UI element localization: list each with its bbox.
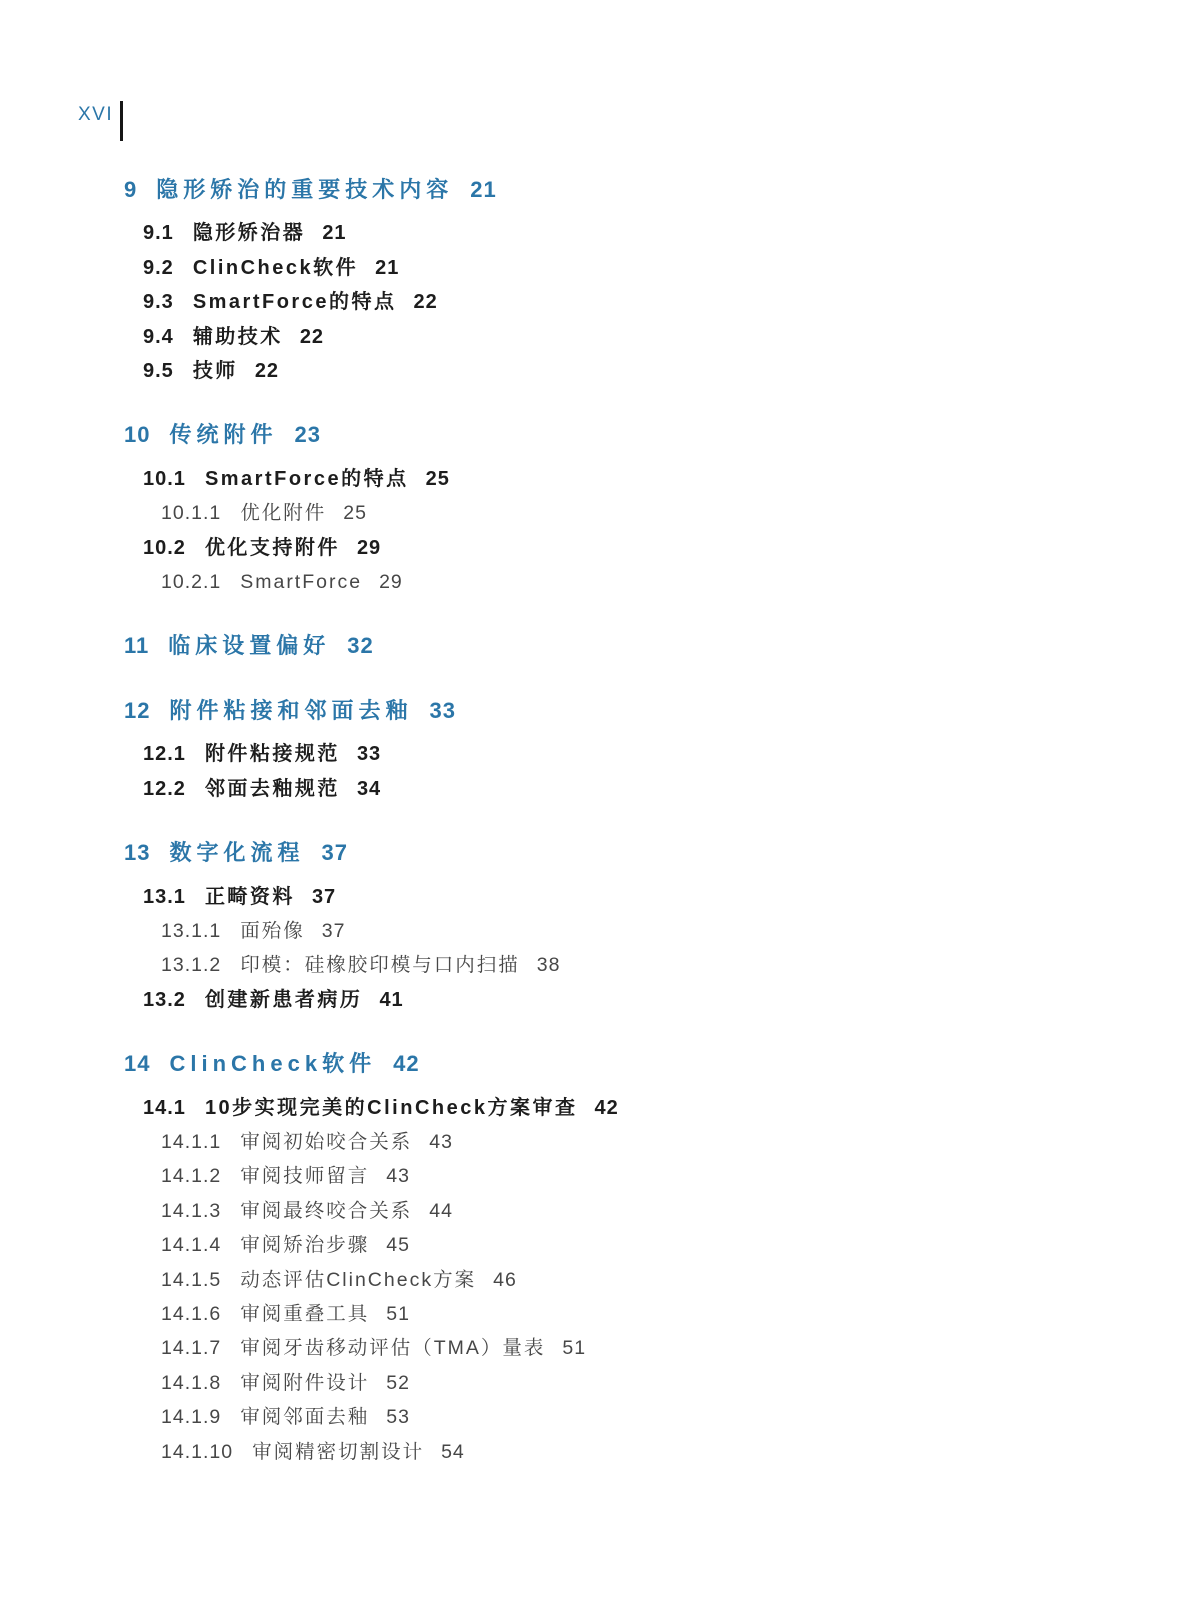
folio-divider-rule bbox=[120, 101, 123, 141]
toc-entry-chapter-13 bbox=[0, 836, 1187, 870]
entry-number: 14.1.1 bbox=[161, 1130, 222, 1153]
entry-page-number: 53 bbox=[386, 1406, 410, 1429]
entry-number: 13.1.2 bbox=[161, 954, 222, 977]
entry-title: 审阅邻面去釉 bbox=[240, 1406, 370, 1429]
page-header bbox=[78, 103, 123, 141]
entry-title: 附件粘接规范 bbox=[204, 743, 340, 766]
entry-title: 动态评估ClinCheck方案 bbox=[240, 1268, 477, 1291]
entry-page-number: 52 bbox=[386, 1371, 410, 1394]
entry-page-number: 25 bbox=[343, 502, 367, 525]
entry-page-number: 37 bbox=[311, 885, 337, 908]
toc-entry-12.2 bbox=[0, 772, 1187, 806]
toc-entry-chapter-9 bbox=[0, 173, 1187, 207]
entry-page-number: 21 bbox=[470, 177, 497, 202]
toc-section-chapter-12 bbox=[0, 694, 1187, 806]
entry-number: 13.1.1 bbox=[161, 919, 222, 942]
toc-entry-12.1 bbox=[0, 737, 1187, 771]
entry-page-number: 22 bbox=[299, 325, 325, 348]
entry-title: ClinCheck软件 bbox=[192, 256, 359, 279]
entry-number: 14.1.10 bbox=[161, 1440, 234, 1463]
entry-number: 14 bbox=[124, 1051, 151, 1077]
entry-number: 13.2 bbox=[143, 988, 186, 1011]
entry-page-number: 21 bbox=[375, 256, 400, 279]
entry-page-number: 23 bbox=[294, 422, 321, 448]
entry-title: 传统附件 bbox=[169, 422, 278, 448]
toc-entry-13.1.1 bbox=[0, 914, 1187, 948]
entry-page-number: 46 bbox=[493, 1268, 517, 1291]
entry-title: 审阅初始咬合关系 bbox=[240, 1130, 413, 1153]
entry-title: 临床设置偏好 bbox=[168, 633, 331, 659]
entry-title: 审阅牙齿移动评估（TMA）量表 bbox=[240, 1337, 546, 1360]
entry-number: 12 bbox=[124, 697, 151, 723]
entry-number: 12.1 bbox=[143, 743, 186, 766]
entry-title: 审阅技师留言 bbox=[240, 1165, 370, 1188]
entry-title: 隐形矫治的重要技术内容 bbox=[156, 177, 454, 202]
entry-number: 14.1.6 bbox=[161, 1302, 222, 1325]
toc-entry-14.1.1 bbox=[0, 1125, 1187, 1159]
toc-entry-9.3 bbox=[0, 285, 1187, 319]
entry-number: 14.1 bbox=[143, 1096, 186, 1119]
entry-number: 9.4 bbox=[143, 325, 174, 348]
entry-number: 14.1.4 bbox=[161, 1234, 222, 1257]
entry-number: 13.1 bbox=[143, 885, 186, 908]
entry-page-number: 45 bbox=[386, 1234, 410, 1257]
toc-section-chapter-11 bbox=[0, 629, 1187, 663]
entry-page-number: 42 bbox=[594, 1096, 619, 1119]
entry-number: 9.2 bbox=[143, 256, 174, 279]
entry-page-number: 29 bbox=[356, 536, 382, 559]
toc-entry-14.1.9 bbox=[0, 1400, 1187, 1434]
toc-entry-14.1 bbox=[0, 1091, 1187, 1125]
entry-page-number: 33 bbox=[429, 697, 456, 723]
entry-number: 14.1.5 bbox=[161, 1268, 222, 1291]
entry-title: SmartForce bbox=[240, 571, 363, 594]
entry-page-number: 22 bbox=[413, 291, 438, 314]
entry-title: 审阅附件设计 bbox=[240, 1371, 370, 1394]
entry-title: 隐形矫治器 bbox=[192, 222, 306, 245]
toc-section-chapter-9 bbox=[0, 173, 1187, 388]
toc-entry-10.2 bbox=[0, 531, 1187, 565]
entry-page-number: 51 bbox=[386, 1302, 410, 1325]
toc-entry-14.1.8 bbox=[0, 1366, 1187, 1400]
toc-entry-14.1.7 bbox=[0, 1331, 1187, 1365]
entry-number: 12.2 bbox=[143, 777, 186, 800]
entry-number: 14.1.7 bbox=[161, 1337, 222, 1360]
toc-entry-14.1.6 bbox=[0, 1297, 1187, 1331]
entry-number: 10.2 bbox=[143, 536, 186, 559]
entry-number: 14.1.8 bbox=[161, 1371, 222, 1394]
entry-title: 辅助技术 bbox=[192, 325, 283, 348]
entry-page-number: 42 bbox=[393, 1051, 420, 1077]
entry-page-number: 34 bbox=[356, 777, 382, 800]
entry-title: 10步实现完美的ClinCheck方案审查 bbox=[204, 1096, 578, 1119]
entry-title: 数字化流程 bbox=[169, 840, 305, 866]
entry-number: 9.3 bbox=[143, 291, 174, 314]
toc-entry-13.2 bbox=[0, 983, 1187, 1017]
toc-entry-chapter-14 bbox=[0, 1047, 1187, 1081]
toc-entry-14.1.3 bbox=[0, 1194, 1187, 1228]
entry-title: 印模：硅橡胶印模与口内扫描 bbox=[240, 954, 520, 977]
toc-section-chapter-10 bbox=[0, 418, 1187, 599]
entry-number: 14.1.2 bbox=[161, 1165, 222, 1188]
entry-page-number: 29 bbox=[379, 571, 403, 594]
entry-number: 9 bbox=[124, 177, 138, 202]
entry-page-number: 54 bbox=[441, 1440, 465, 1463]
toc-entry-9.1 bbox=[0, 216, 1187, 250]
toc-entry-10.1 bbox=[0, 462, 1187, 496]
entry-page-number: 21 bbox=[322, 222, 347, 245]
toc-entry-9.2 bbox=[0, 251, 1187, 285]
entry-title: 技师 bbox=[192, 360, 238, 383]
toc-entry-9.4 bbox=[0, 320, 1187, 354]
entry-page-number: 32 bbox=[347, 633, 374, 659]
toc-entry-chapter-12 bbox=[0, 694, 1187, 728]
entry-number: 9.5 bbox=[143, 360, 174, 383]
toc-entry-9.5 bbox=[0, 354, 1187, 388]
entry-title: 审阅矫治步骤 bbox=[240, 1234, 370, 1257]
entry-title: 审阅重叠工具 bbox=[240, 1302, 370, 1325]
entry-page-number: 44 bbox=[429, 1199, 453, 1222]
toc-entry-10.2.1 bbox=[0, 565, 1187, 599]
entry-title: 优化附件 bbox=[240, 502, 327, 525]
entry-page-number: 38 bbox=[536, 954, 561, 977]
entry-title: 正畸资料 bbox=[204, 885, 295, 908]
entry-page-number: 43 bbox=[386, 1165, 410, 1188]
entry-number: 13 bbox=[124, 840, 151, 866]
entry-page-number: 22 bbox=[254, 360, 280, 383]
toc-entry-14.1.5 bbox=[0, 1263, 1187, 1297]
entry-number: 10.1.1 bbox=[161, 502, 222, 525]
toc-section-chapter-13 bbox=[0, 836, 1187, 1017]
toc-entry-14.1.2 bbox=[0, 1159, 1187, 1193]
toc-entry-13.1 bbox=[0, 880, 1187, 914]
entry-title: 审阅最终咬合关系 bbox=[240, 1199, 413, 1222]
entry-title: 审阅精密切割设计 bbox=[252, 1440, 425, 1463]
entry-page-number: 37 bbox=[321, 840, 348, 866]
entry-page-number: 43 bbox=[429, 1130, 453, 1153]
entry-number: 14.1.3 bbox=[161, 1199, 222, 1222]
entry-page-number: 41 bbox=[379, 988, 404, 1011]
entry-number: 9.1 bbox=[143, 222, 174, 245]
entry-title: 附件粘接和邻面去釉 bbox=[169, 697, 413, 723]
entry-title: 创建新患者病历 bbox=[204, 988, 363, 1011]
toc-entry-14.1.4 bbox=[0, 1228, 1187, 1262]
entry-number: 14.1.9 bbox=[161, 1406, 222, 1429]
entry-page-number: 33 bbox=[356, 743, 382, 766]
toc-entry-chapter-10 bbox=[0, 418, 1187, 452]
toc-entry-chapter-11 bbox=[0, 629, 1187, 663]
entry-title: ClinCheck软件 bbox=[169, 1051, 377, 1077]
toc-section-chapter-14 bbox=[0, 1047, 1187, 1469]
entry-title: 面殆像 bbox=[240, 919, 305, 942]
entry-title: SmartForce的特点 bbox=[192, 291, 397, 314]
entry-number: 11 bbox=[124, 633, 150, 659]
toc-entry-13.1.2 bbox=[0, 948, 1187, 982]
entry-title: 优化支持附件 bbox=[204, 536, 340, 559]
entry-page-number: 51 bbox=[562, 1337, 587, 1360]
entry-number: 10 bbox=[124, 422, 151, 448]
folio-page-number: XVI bbox=[78, 104, 114, 125]
entry-number: 10.2.1 bbox=[161, 571, 222, 594]
entry-page-number: 37 bbox=[321, 919, 346, 942]
toc-entry-10.1.1 bbox=[0, 496, 1187, 530]
entry-page-number: 25 bbox=[425, 467, 450, 490]
toc-entry-14.1.10 bbox=[0, 1435, 1187, 1469]
table-of-contents bbox=[0, 173, 1187, 1469]
entry-number: 10.1 bbox=[143, 467, 186, 490]
entry-title: SmartForce的特点 bbox=[204, 467, 409, 490]
entry-title: 邻面去釉规范 bbox=[204, 777, 340, 800]
